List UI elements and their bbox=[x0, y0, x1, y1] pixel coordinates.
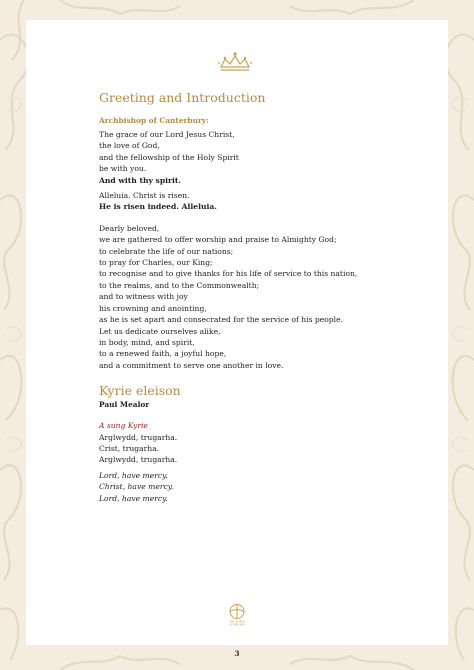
alleluia-response: He is risen indeed. Alleluia. bbox=[99, 202, 217, 212]
grace-block bbox=[99, 129, 399, 186]
welsh-kyrie bbox=[99, 432, 399, 466]
address-block bbox=[99, 223, 399, 371]
section-title-greeting: Greeting and Introduction bbox=[99, 90, 266, 105]
speaker-label: Archbishop of Canterbury: bbox=[99, 116, 209, 125]
address-line: to the realms, and to the Commonwealth; bbox=[99, 280, 260, 290]
address-line: Let us dedicate ourselves alike, bbox=[99, 326, 221, 336]
rubric: A sung Kyrie bbox=[99, 421, 148, 431]
kyrie-line: Arglwydd, trugarha. bbox=[99, 432, 178, 442]
page-number: 3 bbox=[234, 649, 240, 658]
grace-line: be with you. bbox=[99, 164, 147, 174]
church-of-england-logo-icon bbox=[227, 603, 247, 627]
address-line: his crowning and anointing, bbox=[99, 303, 207, 313]
logo-text-line: THE CHURCH bbox=[229, 620, 245, 624]
address-line: to recognise and to give thanks for his life of service to this nation, bbox=[99, 269, 358, 279]
alleluia-line: Alleluia. Christ is risen. bbox=[99, 191, 190, 201]
kyrie-line: Lord, have mercy. bbox=[99, 493, 168, 503]
composer-name: Paul Mealor bbox=[99, 400, 150, 410]
kyrie-line: Christ, have mercy. bbox=[99, 482, 174, 492]
address-line: and to witness with joy bbox=[99, 292, 188, 302]
address-line: Dearly beloved, bbox=[99, 223, 160, 233]
grace-line: and the fellowship of the Holy Spirit bbox=[99, 152, 239, 162]
kyrie-line: Lord, have mercy. bbox=[99, 470, 168, 480]
section-title-kyrie: Kyrie eleison bbox=[99, 383, 181, 399]
address-line: as he is set apart and consecrated for the service of his people. bbox=[99, 315, 344, 325]
grace-response: And with thy spirit. bbox=[99, 175, 182, 185]
order-of-service bbox=[99, 90, 399, 504]
english-kyrie bbox=[99, 470, 399, 504]
logo-text-line: OF ENGLAND bbox=[229, 623, 245, 627]
grace-line: the love of God, bbox=[99, 141, 160, 151]
address-line: to a renewed faith, a joyful hope, bbox=[99, 349, 227, 359]
kyrie-line: Crist, trugarha. bbox=[99, 443, 160, 453]
address-line: to celebrate the life of our nations; bbox=[99, 246, 234, 256]
crown-icon bbox=[217, 51, 253, 73]
address-line: to pray for Charles, our King; bbox=[99, 258, 213, 268]
address-line: we are gathered to offer worship and praise to Almighty God; bbox=[99, 235, 337, 245]
grace-line: The grace of our Lord Jesus Christ, bbox=[99, 130, 235, 139]
address-line: and a commitment to serve one another in love. bbox=[99, 360, 284, 370]
address-line: in body, mind, and spirit, bbox=[99, 337, 195, 347]
kyrie-line: Arglwydd, trugarha. bbox=[99, 455, 178, 465]
alleluia-block bbox=[99, 190, 399, 213]
